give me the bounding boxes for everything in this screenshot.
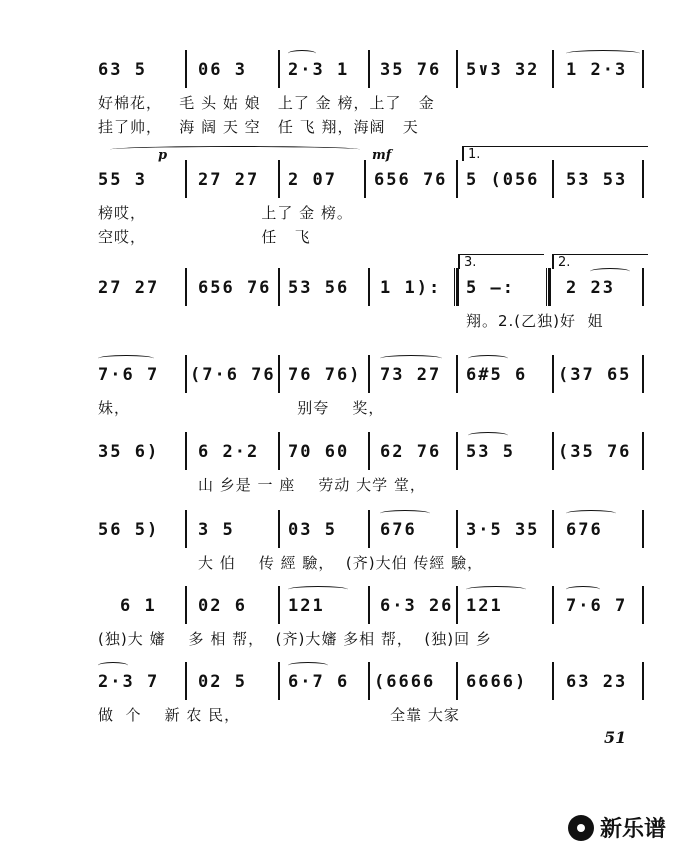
barline bbox=[278, 662, 280, 700]
barline bbox=[278, 586, 280, 624]
barline bbox=[552, 510, 554, 548]
measure-notes: 27 27 bbox=[98, 278, 160, 298]
measure-notes: (37 65 bbox=[558, 365, 632, 385]
notes-row bbox=[90, 50, 650, 90]
measure-notes: 121 bbox=[466, 596, 503, 616]
lyric-line-2: 空哎， 任 飞 bbox=[98, 228, 311, 246]
slur bbox=[468, 432, 508, 439]
barline bbox=[456, 662, 458, 700]
barline bbox=[278, 268, 280, 306]
measure-notes: 62 76 bbox=[380, 442, 442, 462]
barline bbox=[642, 662, 644, 700]
barline bbox=[642, 160, 644, 198]
notes-row bbox=[90, 586, 650, 626]
record-disc-icon bbox=[568, 815, 594, 841]
measure-notes: 3·5 35 bbox=[466, 520, 540, 540]
measure-notes: 6·3 26 bbox=[380, 596, 454, 616]
barline bbox=[456, 510, 458, 548]
measure-notes: 53 56 bbox=[288, 278, 350, 298]
slur bbox=[98, 662, 128, 669]
barline bbox=[368, 50, 370, 88]
measure-notes: (35 76 bbox=[558, 442, 632, 462]
barline bbox=[368, 586, 370, 624]
barline bbox=[456, 432, 458, 470]
barline bbox=[364, 160, 366, 198]
barline bbox=[278, 510, 280, 548]
barline bbox=[456, 160, 458, 198]
measure-notes: 02 6 bbox=[198, 596, 247, 616]
measure-notes: 1 2·3 bbox=[566, 60, 628, 80]
barline bbox=[552, 432, 554, 470]
notes-row bbox=[90, 510, 650, 550]
measure-notes: 6 2·2 bbox=[198, 442, 260, 462]
logo-text: 新乐谱 bbox=[600, 817, 667, 842]
measure-notes: 5 —: bbox=[466, 278, 515, 298]
measure-notes: 53 53 bbox=[566, 170, 628, 190]
volta-bracket: 2. bbox=[552, 254, 648, 269]
slur bbox=[468, 355, 508, 362]
barline bbox=[368, 432, 370, 470]
measure-notes: 6666) bbox=[466, 672, 528, 692]
measure-notes: 3 5 bbox=[198, 520, 235, 540]
barline bbox=[278, 50, 280, 88]
measure-notes: 5∨3 32 bbox=[466, 60, 540, 80]
measure-notes: 2·3 7 bbox=[98, 672, 160, 692]
volta-bracket: 3. bbox=[458, 254, 544, 269]
measure-notes: 2 07 bbox=[288, 170, 337, 190]
slur bbox=[566, 586, 600, 593]
barline bbox=[185, 160, 187, 198]
measure-notes: 6#5 6 bbox=[466, 365, 528, 385]
measure-notes: 06 3 bbox=[198, 60, 247, 80]
measure-notes: 73 27 bbox=[380, 365, 442, 385]
slur bbox=[98, 355, 154, 362]
barline bbox=[642, 50, 644, 88]
measure-notes: 03 5 bbox=[288, 520, 337, 540]
measure-notes: 35 6) bbox=[98, 442, 160, 462]
barline bbox=[185, 268, 187, 306]
volta-bracket: 1. bbox=[462, 146, 648, 161]
barline bbox=[185, 50, 187, 88]
barline bbox=[642, 586, 644, 624]
barline bbox=[642, 510, 644, 548]
barline bbox=[552, 586, 554, 624]
barline bbox=[552, 160, 554, 198]
notes-row bbox=[90, 268, 650, 308]
notes-row bbox=[90, 662, 650, 702]
lyric-line-1: 榜哎， 上了 金 榜。 bbox=[98, 204, 353, 222]
slur bbox=[590, 268, 630, 275]
repeat-barline bbox=[454, 268, 459, 306]
dynamic-mark: p bbox=[158, 148, 168, 163]
measure-notes: 656 76 bbox=[198, 278, 272, 298]
barline bbox=[368, 268, 370, 306]
lyric-line-1: 大 伯 传 經 驗， (齐)大伯 传經 驗， bbox=[198, 554, 484, 572]
measure-notes: 53 5 bbox=[466, 442, 515, 462]
measure-notes: 5 (056 bbox=[466, 170, 540, 190]
measure-notes: 7·6 7 bbox=[98, 365, 160, 385]
lyric-line-1: (独)大 嬸 多 相 帮， (齐)大嬸 多相 帮， (独)回 乡 bbox=[98, 630, 492, 648]
barline bbox=[278, 355, 280, 393]
page-number: 51 bbox=[604, 728, 627, 747]
barline bbox=[552, 50, 554, 88]
barline bbox=[185, 432, 187, 470]
barline bbox=[552, 355, 554, 393]
barline bbox=[456, 586, 458, 624]
barline bbox=[185, 662, 187, 700]
slur bbox=[380, 510, 430, 517]
notes-row bbox=[90, 355, 650, 395]
measure-notes: 2·3 1 bbox=[288, 60, 350, 80]
barline bbox=[368, 662, 370, 700]
measure-notes: 656 76 bbox=[374, 170, 448, 190]
slur bbox=[380, 355, 442, 362]
barline bbox=[185, 510, 187, 548]
measure-notes: 676 bbox=[566, 520, 603, 540]
lyric-line-2: 挂了帅， 海 阔 天 空 任 飞 翔，海阔 天 bbox=[98, 118, 419, 136]
barline bbox=[368, 355, 370, 393]
slur bbox=[288, 586, 348, 593]
lyric-line-1: 好棉花， 毛 头 姑 娘 上了 金 榜，上了 金 bbox=[98, 94, 435, 112]
notes-row bbox=[90, 432, 650, 472]
slur bbox=[566, 50, 640, 57]
slur bbox=[466, 586, 526, 593]
measure-notes: 2 23 bbox=[566, 278, 615, 298]
measure-notes: (6666 bbox=[374, 672, 436, 692]
barline bbox=[456, 50, 458, 88]
measure-notes: 7·6 7 bbox=[566, 596, 628, 616]
repeat-barline bbox=[546, 268, 551, 306]
lyric-line-1: 妹， 别夸 奖， bbox=[98, 399, 385, 417]
slur bbox=[110, 146, 360, 153]
slur bbox=[288, 662, 328, 669]
barline bbox=[552, 662, 554, 700]
barline bbox=[368, 510, 370, 548]
measure-notes: 55 3 bbox=[98, 170, 147, 190]
barline bbox=[278, 432, 280, 470]
barline bbox=[642, 355, 644, 393]
lyric-line-1: 山 乡是 一 座 劳动 大学 堂， bbox=[198, 476, 426, 494]
lyric-line-1: 翔。2.(乙独)好 姐 bbox=[466, 312, 604, 330]
slur bbox=[288, 50, 316, 57]
measure-notes: 76 76) bbox=[288, 365, 362, 385]
site-logo bbox=[568, 812, 666, 843]
measure-notes: 63 23 bbox=[566, 672, 628, 692]
dynamic-mark: mf bbox=[372, 148, 392, 163]
measure-notes: 56 5) bbox=[98, 520, 160, 540]
measure-notes: 1 1): bbox=[380, 278, 442, 298]
barline bbox=[278, 160, 280, 198]
barline bbox=[185, 586, 187, 624]
measure-notes: 35 76 bbox=[380, 60, 442, 80]
measure-notes: 02 5 bbox=[198, 672, 247, 692]
barline bbox=[642, 268, 644, 306]
barline bbox=[642, 432, 644, 470]
barline bbox=[456, 355, 458, 393]
measure-notes: 6 1 bbox=[120, 596, 157, 616]
measure-notes: 27 27 bbox=[198, 170, 260, 190]
lyric-line-1: 做 个 新 农 民， 全靠 大家 bbox=[98, 706, 460, 724]
measure-notes: 121 bbox=[288, 596, 325, 616]
measure-notes: 70 60 bbox=[288, 442, 350, 462]
notes-row bbox=[90, 160, 650, 200]
measure-notes: (7·6 76 bbox=[190, 365, 276, 385]
barline bbox=[185, 355, 187, 393]
measure-notes: 63 5 bbox=[98, 60, 147, 80]
measure-notes: 676 bbox=[380, 520, 417, 540]
slur bbox=[566, 510, 616, 517]
measure-notes: 6·7 6 bbox=[288, 672, 350, 692]
